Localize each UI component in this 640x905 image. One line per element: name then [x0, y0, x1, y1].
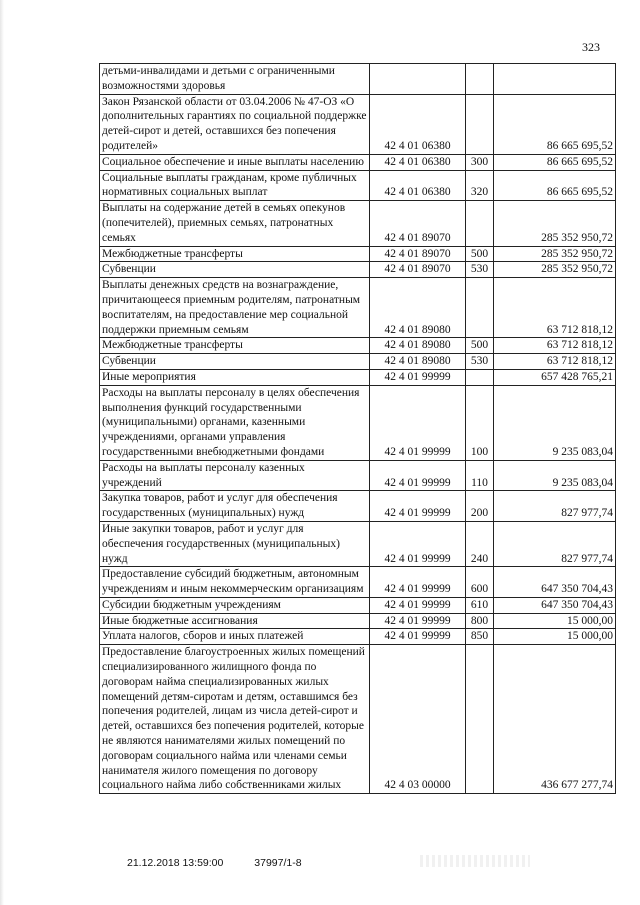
row-name-cell: Социальное обеспечение и иные выплаты населению	[100, 154, 370, 170]
table-row	[100, 278, 616, 338]
row-code-cell: 42 4 01 06380	[370, 94, 466, 154]
row-code-cell: 42 4 01 99999	[370, 567, 466, 598]
row-amount-cell: 285 352 950,72	[494, 262, 616, 278]
table-row	[100, 64, 616, 95]
table-row	[100, 338, 616, 354]
row-code-cell: 42 4 01 89080	[370, 338, 466, 354]
row-name-cell: Иные бюджетные ассигнования	[100, 613, 370, 629]
table-body	[100, 64, 616, 794]
row-amount-cell: 15 000,00	[494, 613, 616, 629]
row-name-cell: Субсидии бюджетным учреждениям	[100, 597, 370, 613]
row-code-cell: 42 4 01 99999	[370, 597, 466, 613]
row-type-cell	[466, 278, 494, 338]
budget-table	[99, 63, 616, 794]
row-name-cell: Расходы на выплаты персоналу в целях обеспечения выполнения функций государственными (муниципальными) органами, казенными учреждениями, органами управления государственными внебюджетными фондами	[100, 385, 370, 460]
row-amount-cell: 86 665 695,52	[494, 94, 616, 154]
row-code-cell: 42 4 01 99999	[370, 369, 466, 385]
row-amount-cell: 657 428 765,21	[494, 369, 616, 385]
row-type-cell	[466, 64, 494, 95]
row-amount-cell: 86 665 695,52	[494, 154, 616, 170]
row-code-cell: 42 4 01 89080	[370, 278, 466, 338]
row-code-cell	[370, 64, 466, 95]
row-name-cell: Иные закупки товаров, работ и услуг для обеспечения государственных (муниципальных) нужд	[100, 521, 370, 566]
row-code-cell: 42 4 01 06380	[370, 154, 466, 170]
row-code-cell: 42 4 01 99999	[370, 629, 466, 645]
row-amount-cell	[494, 64, 616, 95]
row-amount-cell: 285 352 950,72	[494, 246, 616, 262]
row-amount-cell: 285 352 950,72	[494, 201, 616, 246]
row-code-cell: 42 4 03 00000	[370, 645, 466, 794]
row-code-cell: 42 4 01 99999	[370, 613, 466, 629]
table-row	[100, 354, 616, 370]
table-row	[100, 613, 616, 629]
row-name-cell: Выплаты денежных средств на вознаграждение, причитающееся приемным родителям, патронатным воспитателям, на предоставление мер социальной поддержки приемным семьям	[100, 278, 370, 338]
row-name-cell: Предоставление благоустроенных жилых помещений специализированного жилищного фонда по договорам найма специализированных жилых помещений детям-сиротам и детям, оставшимся без попечения родителей, лицам из числа детей-сирот и детей, оставшихся без попечения родителей, которые не являются нанимателями жилых помещений по договорам социального найма или членами семьи нанимателя жилого помещения по договору социального найма либо собственниками жилых	[100, 645, 370, 794]
row-type-cell: 600	[466, 567, 494, 598]
table-row	[100, 94, 616, 154]
row-code-cell: 42 4 01 99999	[370, 385, 466, 460]
row-name-cell: Межбюджетные трансферты	[100, 338, 370, 354]
scan-smudge	[420, 855, 530, 867]
table-row	[100, 521, 616, 566]
table-row	[100, 201, 616, 246]
table-row	[100, 369, 616, 385]
row-type-cell	[466, 201, 494, 246]
row-code-cell: 42 4 01 89070	[370, 262, 466, 278]
row-amount-cell: 63 712 818,12	[494, 338, 616, 354]
table-row	[100, 629, 616, 645]
row-code-cell: 42 4 01 89070	[370, 201, 466, 246]
row-name-cell: детьми-инвалидами и детьми с ограниченными возможностями здоровья	[100, 64, 370, 95]
row-type-cell	[466, 645, 494, 794]
row-type-cell	[466, 369, 494, 385]
row-code-cell: 42 4 01 99999	[370, 460, 466, 491]
row-name-cell: Социальные выплаты гражданам, кроме публичных нормативных социальных выплат	[100, 170, 370, 201]
row-type-cell: 320	[466, 170, 494, 201]
table-row	[100, 567, 616, 598]
page-footer	[127, 857, 330, 869]
row-amount-cell: 647 350 704,43	[494, 567, 616, 598]
table-row	[100, 262, 616, 278]
row-type-cell: 240	[466, 521, 494, 566]
row-name-cell: Субвенции	[100, 262, 370, 278]
row-code-cell: 42 4 01 06380	[370, 170, 466, 201]
row-name-cell: Межбюджетные трансферты	[100, 246, 370, 262]
row-amount-cell: 9 235 083,04	[494, 460, 616, 491]
row-amount-cell: 436 677 277,74	[494, 645, 616, 794]
table-row	[100, 491, 616, 522]
row-type-cell: 110	[466, 460, 494, 491]
row-type-cell: 100	[466, 385, 494, 460]
footer-datetime: 21.12.2018 13:59:00	[127, 857, 224, 869]
row-code-cell: 42 4 01 99999	[370, 491, 466, 522]
row-amount-cell: 63 712 818,12	[494, 278, 616, 338]
footer-doc-id: 37997/1-8	[254, 857, 302, 869]
table-row	[100, 154, 616, 170]
table-row	[100, 246, 616, 262]
page-number: 323	[582, 40, 600, 54]
row-type-cell: 850	[466, 629, 494, 645]
row-amount-cell: 63 712 818,12	[494, 354, 616, 370]
row-type-cell: 530	[466, 354, 494, 370]
row-type-cell: 300	[466, 154, 494, 170]
row-name-cell: Выплаты на содержание детей в семьях опекунов (попечителей), приемных семьях, патронатных семьях	[100, 201, 370, 246]
row-type-cell: 500	[466, 246, 494, 262]
table-row	[100, 645, 616, 794]
table-row	[100, 170, 616, 201]
row-name-cell: Субвенции	[100, 354, 370, 370]
table-row	[100, 460, 616, 491]
row-amount-cell: 827 977,74	[494, 491, 616, 522]
row-amount-cell: 647 350 704,43	[494, 597, 616, 613]
row-name-cell: Предоставление субсидий бюджетным, автономным учреждениям и иным некоммерческим организациям	[100, 567, 370, 598]
row-name-cell: Закон Рязанской области от 03.04.2006 № 47-ОЗ «О дополнительных гарантиях по социальной поддержке детей-сирот и детей, оставшихся без попечения родителей»	[100, 94, 370, 154]
table-row	[100, 597, 616, 613]
row-type-cell: 610	[466, 597, 494, 613]
row-amount-cell: 9 235 083,04	[494, 385, 616, 460]
row-code-cell: 42 4 01 89070	[370, 246, 466, 262]
row-type-cell: 530	[466, 262, 494, 278]
row-code-cell: 42 4 01 99999	[370, 521, 466, 566]
row-amount-cell: 827 977,74	[494, 521, 616, 566]
row-amount-cell: 86 665 695,52	[494, 170, 616, 201]
row-name-cell: Расходы на выплаты персоналу казенных учреждений	[100, 460, 370, 491]
row-amount-cell: 15 000,00	[494, 629, 616, 645]
row-type-cell: 800	[466, 613, 494, 629]
row-type-cell: 500	[466, 338, 494, 354]
row-name-cell: Иные мероприятия	[100, 369, 370, 385]
row-type-cell	[466, 94, 494, 154]
row-type-cell: 200	[466, 491, 494, 522]
scan-edge-shadow	[0, 0, 4, 905]
row-code-cell: 42 4 01 89080	[370, 354, 466, 370]
row-name-cell: Закупка товаров, работ и услуг для обеспечения государственных (муниципальных) нужд	[100, 491, 370, 522]
row-name-cell: Уплата налогов, сборов и иных платежей	[100, 629, 370, 645]
table-row	[100, 385, 616, 460]
